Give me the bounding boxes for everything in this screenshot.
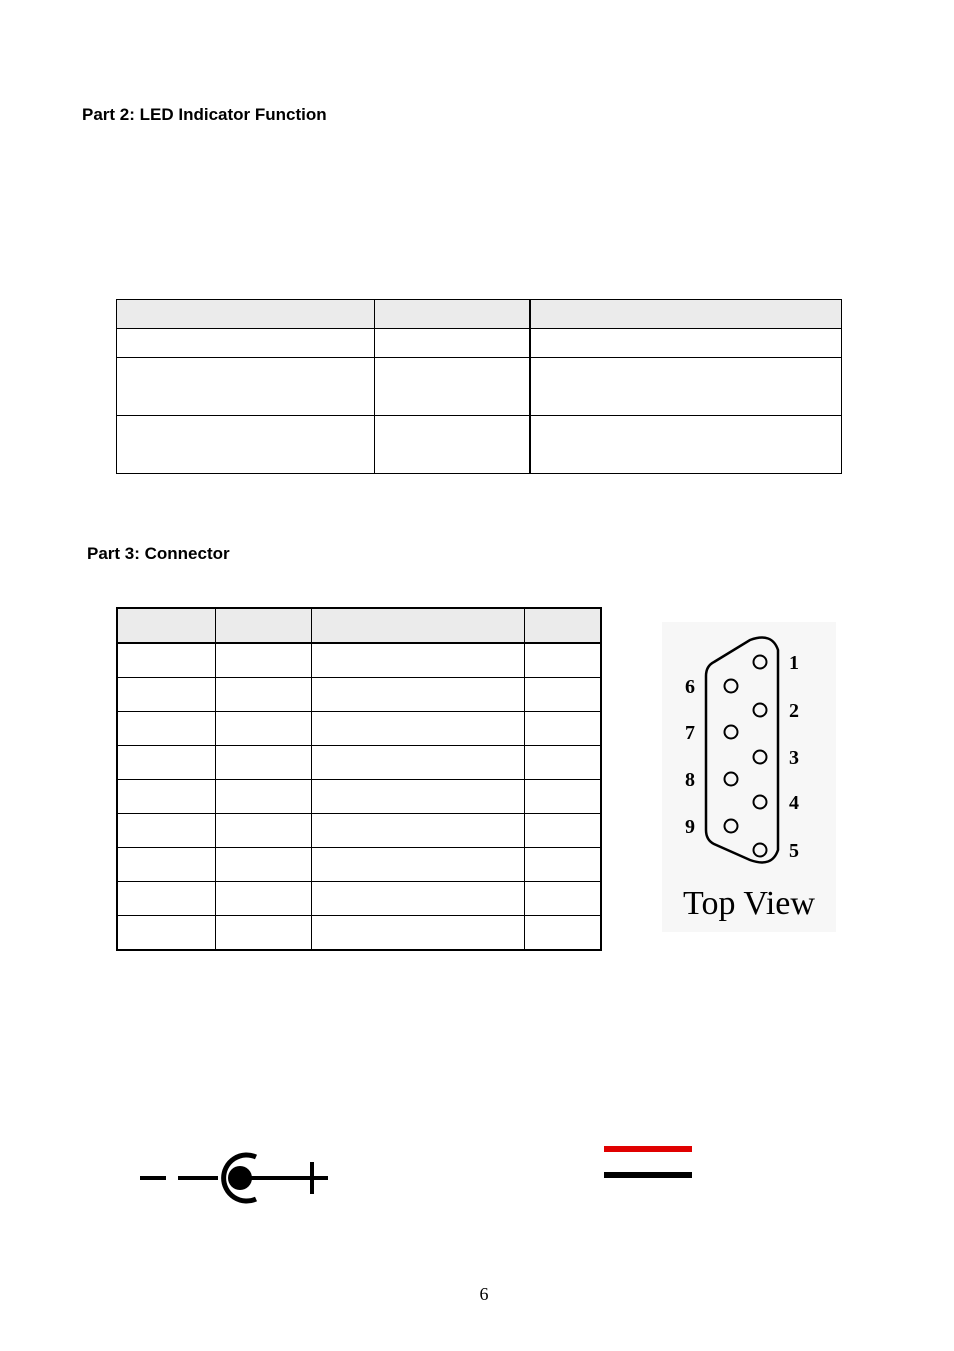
- pin-number-label: 2: [789, 700, 799, 722]
- pin-number-label: 1: [789, 652, 799, 674]
- table-cell: [524, 712, 601, 746]
- table-cell: [311, 608, 524, 643]
- table-cell: [530, 329, 842, 358]
- pin-number-label: 4: [789, 792, 799, 814]
- page-number: 6: [479, 1284, 489, 1304]
- table-cell: [215, 916, 311, 951]
- table-cell: [117, 329, 375, 358]
- table-row: [117, 712, 601, 746]
- table-cell: [117, 746, 215, 780]
- table-cell: [117, 608, 215, 643]
- table-cell: [215, 678, 311, 712]
- table-cell: [311, 814, 524, 848]
- table-cell: [117, 882, 215, 916]
- table-cell: [215, 848, 311, 882]
- table-cell: [311, 882, 524, 916]
- table-header-row: [117, 608, 601, 643]
- table-cell: [375, 329, 530, 358]
- table-cell: [117, 848, 215, 882]
- table-cell: [375, 300, 530, 329]
- table-row: [117, 746, 601, 780]
- black-wire-line: [604, 1172, 692, 1178]
- pin-number-label: 8: [685, 769, 695, 791]
- part2-heading: Part 2: LED Indicator Function: [82, 105, 327, 124]
- table-cell: [117, 916, 215, 951]
- table-row: [117, 780, 601, 814]
- table-cell: [311, 678, 524, 712]
- table-cell: [524, 882, 601, 916]
- top-view-label: Top View: [683, 885, 815, 922]
- pin-number-label: 9: [685, 816, 695, 838]
- red-wire-line: [604, 1146, 692, 1152]
- table-cell: [215, 746, 311, 780]
- table-row: [117, 916, 601, 951]
- table-cell: [524, 746, 601, 780]
- table-cell: [117, 678, 215, 712]
- table-cell: [375, 358, 530, 416]
- pin-number-label: 6: [685, 676, 695, 698]
- dc-jack-polarity-symbol: [136, 1145, 336, 1209]
- pin-number-label: 7: [685, 722, 695, 744]
- table-row: [117, 814, 601, 848]
- table-cell: [524, 643, 601, 678]
- connector-pin-table: [116, 607, 602, 951]
- table-cell: [215, 643, 311, 678]
- table-cell: [524, 814, 601, 848]
- pin-number-label: 5: [789, 840, 799, 862]
- table-cell: [117, 416, 375, 474]
- table-row: [117, 416, 842, 474]
- table-row: [117, 643, 601, 678]
- table-cell: [117, 712, 215, 746]
- table-cell: [311, 848, 524, 882]
- table-cell: [530, 416, 842, 474]
- table-row: [117, 358, 842, 416]
- table-row: [117, 882, 601, 916]
- table-row: [117, 848, 601, 882]
- table-cell: [117, 358, 375, 416]
- table-cell: [215, 814, 311, 848]
- table-cell: [524, 916, 601, 951]
- table-cell: [215, 780, 311, 814]
- table-cell: [375, 416, 530, 474]
- table-cell: [311, 916, 524, 951]
- table-cell: [530, 358, 842, 416]
- table-cell: [117, 780, 215, 814]
- part3-heading: Part 3: Connector: [87, 544, 230, 563]
- table-cell: [311, 746, 524, 780]
- table-cell: [530, 300, 842, 329]
- table-cell: [117, 814, 215, 848]
- led-indicator-table: [116, 299, 842, 474]
- table-cell: [311, 780, 524, 814]
- table-cell: [311, 712, 524, 746]
- table-cell: [117, 643, 215, 678]
- table-cell: [524, 780, 601, 814]
- table-cell: [215, 608, 311, 643]
- table-cell: [524, 848, 601, 882]
- table-cell: [524, 678, 601, 712]
- table-cell: [117, 300, 375, 329]
- pin-number-label: 3: [789, 747, 799, 769]
- table-cell: [215, 712, 311, 746]
- table-cell: [524, 608, 601, 643]
- table-header-row: [117, 300, 842, 329]
- table-row: [117, 329, 842, 358]
- table-row: [117, 678, 601, 712]
- table-cell: [215, 882, 311, 916]
- power-wire-color-symbol: [600, 1144, 700, 1184]
- table-cell: [311, 643, 524, 678]
